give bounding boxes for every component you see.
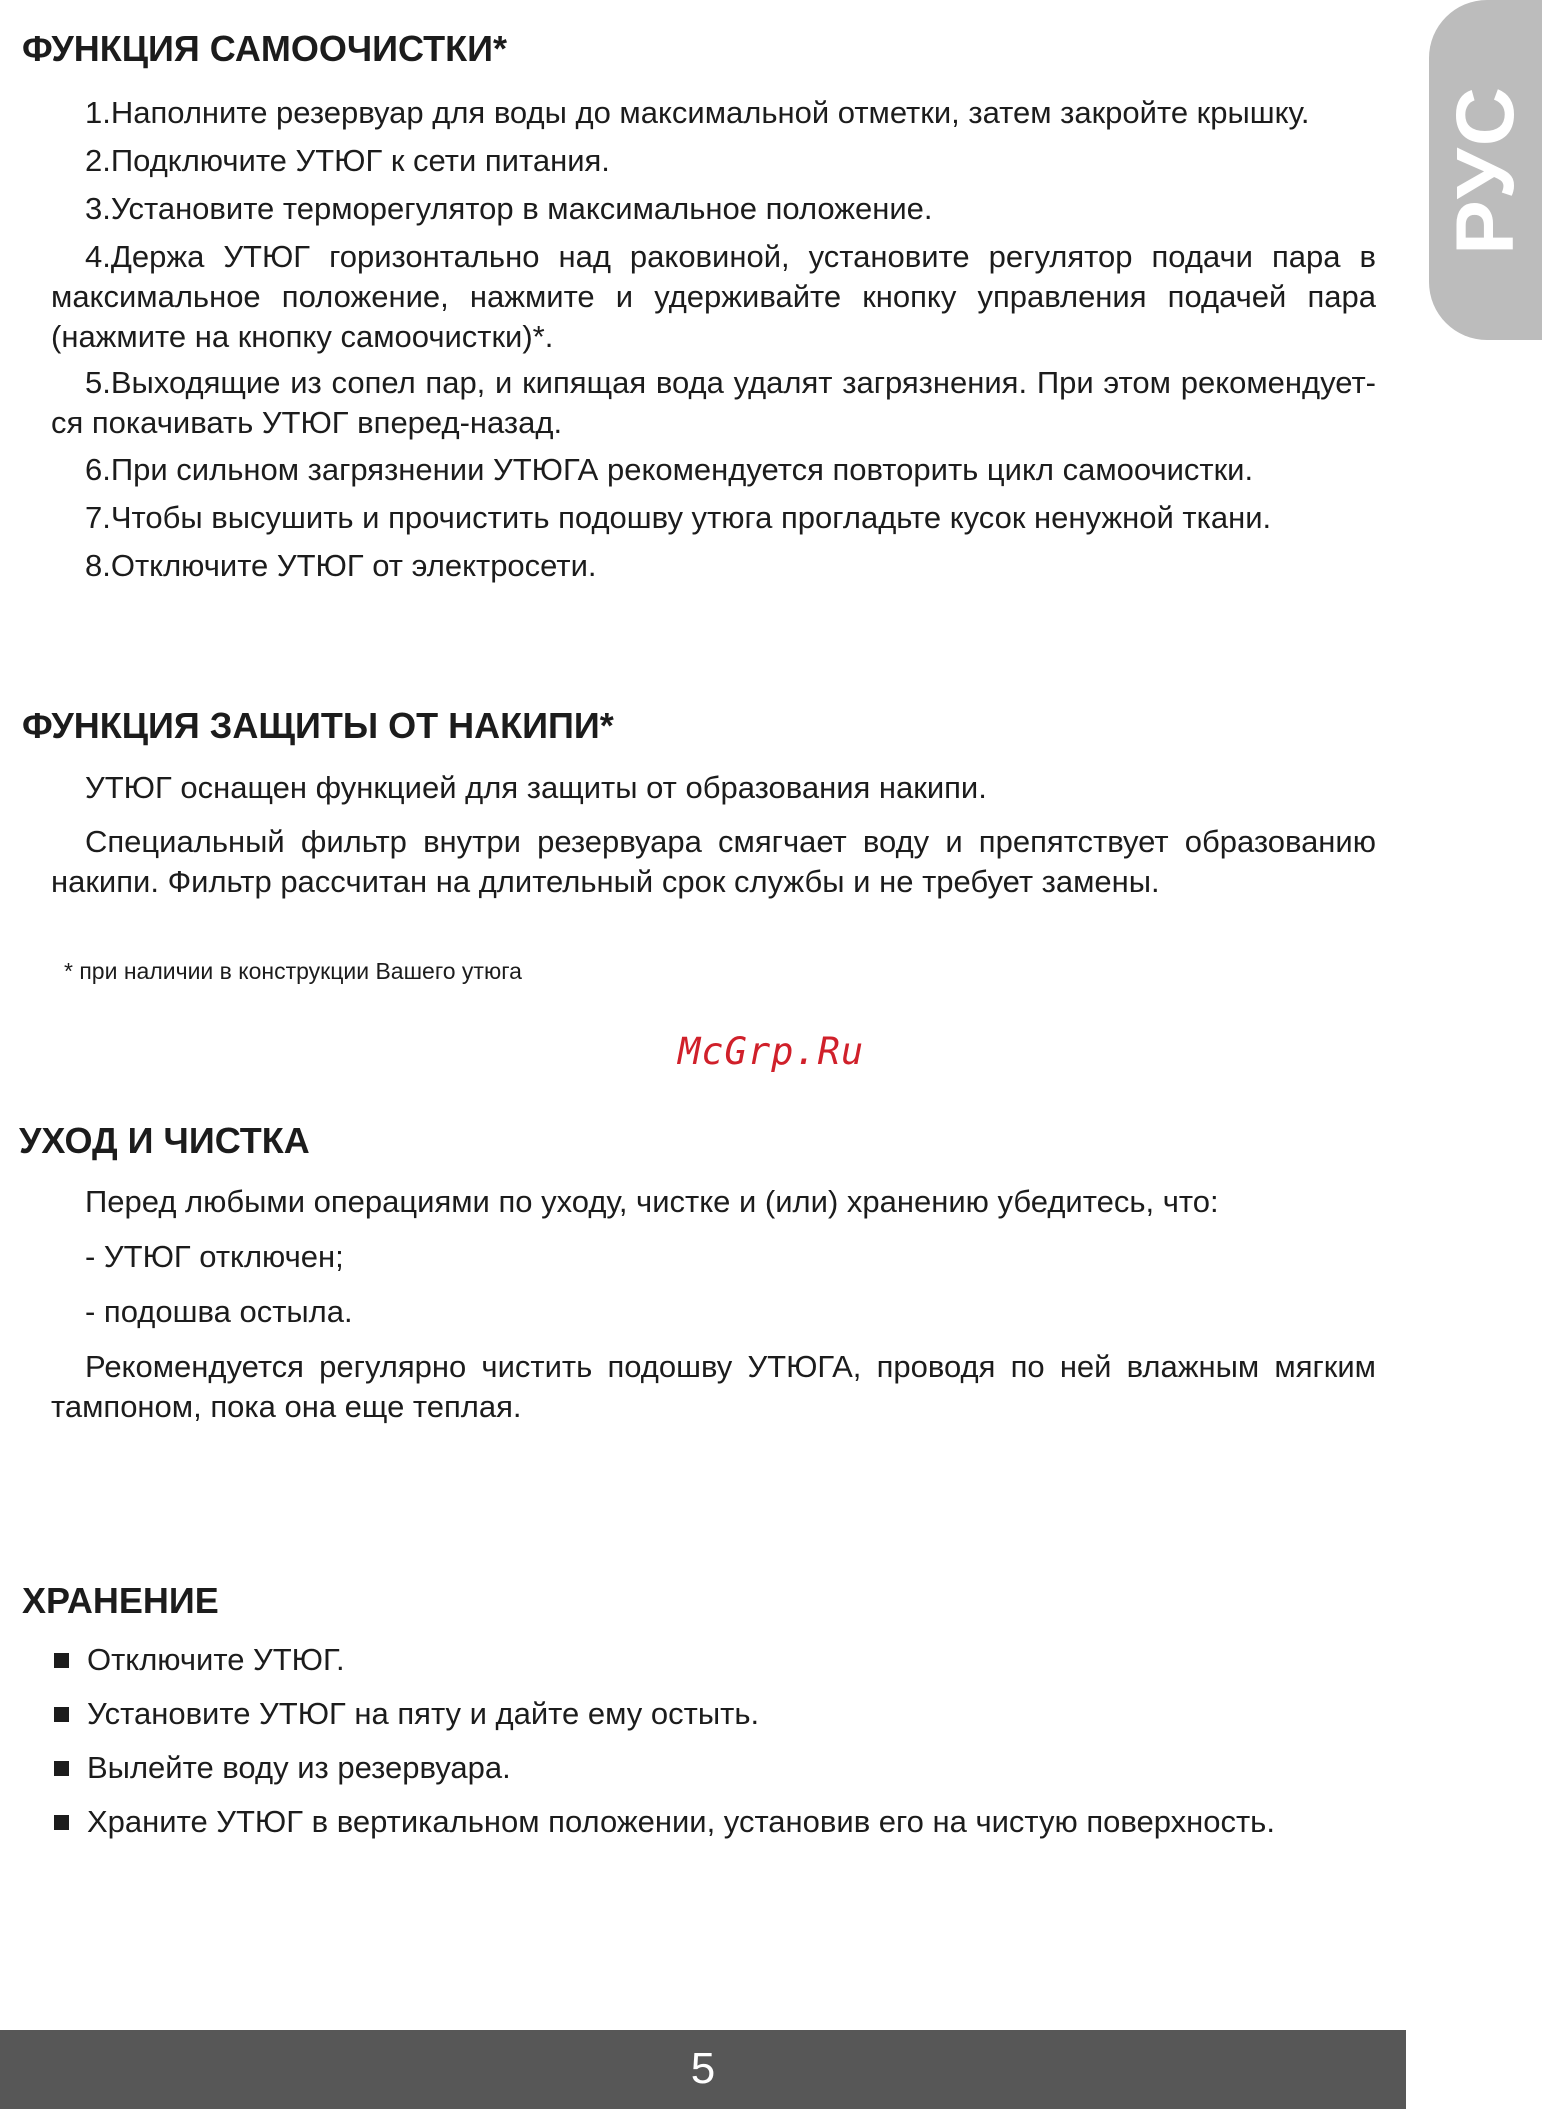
page-number: 5 (690, 2044, 716, 2093)
care-condition-1: - УТЮГ отключен; (85, 1239, 344, 1274)
watermark: McGrp.Ru (678, 1030, 865, 1073)
self-clean-step-2: 2.Подключите УТЮГ к сети питания. (85, 143, 610, 178)
anti-calc-paragraph-1: УТЮГ оснащен функцией для защиты от образования накипи. (85, 770, 987, 805)
storage-bullet-text: Вылейте воду из резервуара. (87, 1750, 511, 1785)
storage-bullet-text: Установите УТЮГ на пяту и дайте ему остыть. (87, 1696, 760, 1731)
care-condition-2: - подошва остыла. (85, 1294, 353, 1329)
footer-bar (0, 2030, 1406, 2109)
anti-calc-paragraph-2: Специальный фильтр внутри резервуара смягчает воду и препятствует образованию накипи. Фильтр рассчитан на длительный срок службы и не требует замены. (51, 824, 1376, 899)
storage-bullet-3 (54, 1748, 511, 1788)
storage-bullet-2 (54, 1694, 759, 1734)
bullet-square-icon (54, 1707, 69, 1722)
language-tab (1429, 0, 1542, 340)
storage-bullet-text: Храните УТЮГ в вертикальном положении, установив его на чистую поверхность. (87, 1804, 1275, 1839)
self-clean-heading: ФУНКЦИЯ САМООЧИСТКИ* (22, 28, 507, 69)
self-clean-step-4: 4.Держа УТЮГ горизонтально над раковиной, установите регулятор подачи пара в максимальное положение, нажмите и удерживайте кнопку управления подачей пара (нажмите на кнопку самоочистки)*. (51, 239, 1376, 354)
language-tab-label: РУС (1439, 85, 1531, 255)
care-paragraph-1: Перед любыми операциями по уходу, чистке и (или) хранению убедитесь, что: (85, 1184, 1219, 1219)
self-clean-step-8: 8.Отключите УТЮГ от электросети. (85, 548, 597, 583)
bullet-square-icon (54, 1761, 69, 1776)
care-paragraph-2: Рекомендуется регулярно чистить подошву УТЮГА, проводя по ней влажным мягким тампоном, пока она еще теплая. (51, 1349, 1376, 1424)
storage-bullet-text: Отключите УТЮГ. (87, 1642, 345, 1677)
self-clean-step-6: 6.При сильном загрязнении УТЮГА рекомендуется повторить цикл самоочистки. (85, 452, 1254, 487)
storage-bullet-1 (54, 1640, 345, 1680)
self-clean-step-7: 7.Чтобы высушить и прочистить подошву утюга прогладьте кусок ненужной ткани. (85, 500, 1272, 535)
anti-calc-heading: ФУНКЦИЯ ЗАЩИТЫ ОТ НАКИПИ* (22, 705, 614, 746)
storage-bullet-4 (54, 1802, 1275, 1842)
self-clean-step-1: 1.Наполните резервуар для воды до максимальной отметки, затем закройте крышку. (85, 95, 1310, 130)
footnote: * при наличии в конструкции Вашего утюга (64, 958, 522, 984)
bullet-square-icon (54, 1815, 69, 1830)
self-clean-step-3: 3.Установите терморегулятор в максимальное положение. (85, 191, 933, 226)
care-heading: УХОД И ЧИСТКА (19, 1120, 310, 1161)
self-clean-step-5: 5.Выходящие из сопел пар, и кипящая вода удалят загрязнения. При этом рекомендует-ся покачивать УТЮГ вперед-назад. (51, 365, 1376, 440)
bullet-square-icon (54, 1653, 69, 1668)
storage-heading: ХРАНЕНИЕ (22, 1580, 219, 1621)
